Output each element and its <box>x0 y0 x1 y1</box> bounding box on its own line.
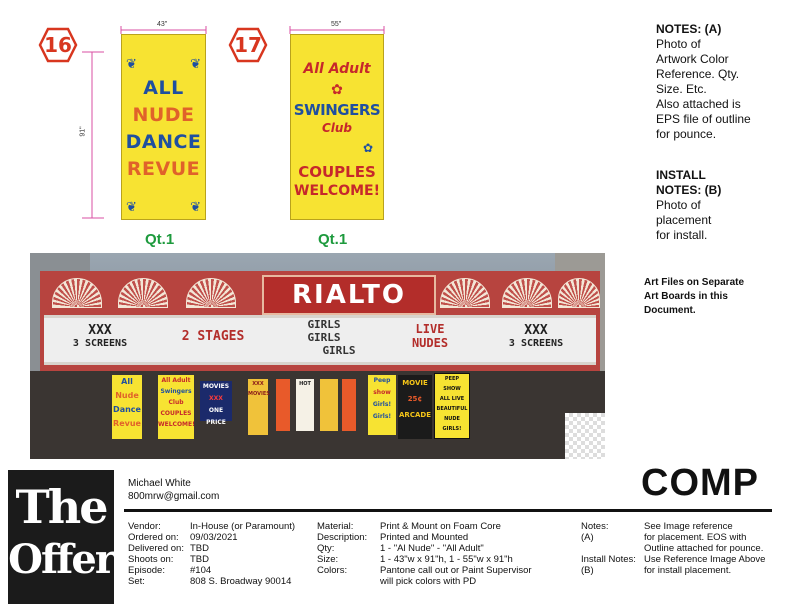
field-label: Episode: <box>128 565 165 576</box>
contact-name: Michael White <box>128 478 191 489</box>
install-notes-line: for install. <box>656 228 708 242</box>
field-label: Set: <box>128 576 145 587</box>
poster-text: HOT <box>299 381 311 387</box>
banner-16-line: ALL <box>143 77 184 99</box>
poster-text: MOVIE <box>402 379 428 387</box>
marquee-panel <box>158 317 268 361</box>
banner-17-line2: SWINGERS <box>293 101 381 119</box>
install-notes-title: INSTALL <box>656 168 706 182</box>
notes-a-line: for pounce. <box>656 127 717 141</box>
field-label: Material: <box>317 521 354 532</box>
field-label: Qty: <box>317 543 335 554</box>
banner-16-line: NUDE <box>132 104 195 126</box>
banner-16-line: REVUE <box>126 158 201 180</box>
field-value: TBD <box>190 543 209 554</box>
field-value: TBD <box>190 554 209 565</box>
banner-17-line4: COUPLES <box>298 163 376 181</box>
marquee-text: 3 SCREENS <box>72 338 128 349</box>
field-label: Ordered on: <box>128 532 179 543</box>
swirl-ornament-icon: ❦ <box>190 200 201 215</box>
poster-text: Swingers <box>160 388 192 395</box>
marquee-text: 2 STAGES <box>181 329 245 344</box>
field-label: Shoots on: <box>128 554 174 565</box>
field-value: Printed and Mounted <box>380 532 469 543</box>
field-label: Description: <box>317 532 368 543</box>
notes-a-line: Reference. Qty. <box>656 67 740 81</box>
logo-line: Offer <box>8 536 114 583</box>
banner-17-line5: WELCOME! <box>294 183 380 199</box>
poster-hot <box>296 379 314 431</box>
install-notes-line: placement <box>656 213 712 227</box>
badge-17-label: 17 <box>234 33 262 57</box>
the-offer-logo <box>8 470 114 604</box>
qty-label-17: Qt.1 <box>318 231 348 248</box>
field-value: will pick colors with PD <box>380 576 477 587</box>
poster-text: Club <box>168 399 184 406</box>
marquee-text: NUDES <box>411 336 449 350</box>
install-notes-line: Photo of <box>656 198 701 212</box>
marquee-panel <box>274 317 374 361</box>
poster-text: All <box>121 377 133 386</box>
notes-a-line: EPS file of outline <box>656 112 751 126</box>
contact-email[interactable]: 800mrw@gmail.com <box>128 491 220 502</box>
poster-peep-show-live <box>434 373 470 439</box>
field-value: for placement. EOS with <box>644 532 747 543</box>
marquee-text: LIVE <box>415 322 445 336</box>
banner-17-artwork <box>290 34 384 220</box>
notes-a-line: Also attached is <box>656 97 741 111</box>
poster-all-nude <box>112 375 142 439</box>
badge-16-label: 16 <box>44 33 72 57</box>
field-value: Use Reference Image Above <box>644 554 766 565</box>
poster-text: ONE PRICE <box>206 407 226 426</box>
col2-values <box>380 521 532 587</box>
marquee-panel <box>380 317 480 361</box>
poster-text: Girls! <box>372 401 392 408</box>
poster-text: Girls! <box>372 413 392 420</box>
notes-a <box>656 22 786 142</box>
notes-a-line: Size. Etc. <box>656 82 707 96</box>
banner-16-line: DANCE <box>125 131 202 153</box>
field-value: Outline attached for pounce. <box>644 543 764 554</box>
col3-labels <box>581 521 636 576</box>
flower-icon: ✿ <box>363 141 374 155</box>
marquee-panel <box>486 317 586 361</box>
marquee-text: 3 SCREENS <box>508 338 564 349</box>
width-label-17: 55" <box>331 21 342 28</box>
poster-text: NUDE <box>444 416 460 422</box>
poster-movies-xxx <box>200 381 232 426</box>
notes-a-line: Photo of <box>656 37 701 51</box>
width-label-16: 43" <box>157 21 168 28</box>
marquee-text: GIRLS <box>307 318 341 331</box>
poster-xxx-movies <box>248 379 268 435</box>
field-label: Install Notes: <box>581 554 636 565</box>
art-files-line: Document. <box>644 305 696 316</box>
field-label: Size: <box>317 554 339 565</box>
poster-text: PEEP <box>444 376 460 382</box>
art-files-line: Art Files on Separate <box>644 277 745 288</box>
notes-a-line: Artwork Color <box>656 52 729 66</box>
col1-values <box>190 521 295 587</box>
art-files-note <box>644 276 774 318</box>
marquee-text: GIRLS <box>322 344 356 357</box>
poster-text: Nude <box>115 391 139 400</box>
flower-icon: ✿ <box>331 82 343 98</box>
field-label: Delivered on: <box>128 543 184 554</box>
field-label: Vendor: <box>128 521 161 532</box>
divider-rule <box>124 509 772 512</box>
comp-title: COMP <box>641 462 759 504</box>
field-value: Print & Mount on Foam Core <box>380 521 501 532</box>
poster-text: ARCADE <box>399 411 431 419</box>
poster-text: show <box>373 389 391 396</box>
poster-swingers <box>158 375 194 439</box>
poster-text: COUPLES <box>160 410 192 417</box>
height-label: 91" <box>79 126 87 137</box>
qty-label-16: Qt.1 <box>145 231 175 248</box>
marquee-text: GIRLS <box>307 331 341 344</box>
poster-text: GIRLS! <box>442 426 462 432</box>
poster-text: Dance <box>113 405 141 414</box>
poster-text: BEAUTIFUL <box>436 406 468 412</box>
marquee-text: XXX <box>524 323 548 338</box>
poster-text: XXX <box>209 395 223 402</box>
install-notes-title: NOTES: (B) <box>656 183 722 197</box>
col3-values <box>644 521 765 576</box>
poster-text: MOVIES <box>202 383 230 390</box>
field-label: Colors: <box>317 565 348 576</box>
banner-17-line1: All Adult <box>303 61 371 77</box>
poster-text: MOVIES <box>248 391 270 397</box>
banner-17-line3: Club <box>321 121 353 135</box>
col2-labels <box>317 521 367 576</box>
poster-text: WELCOME! <box>158 421 195 428</box>
poster-text: Revue <box>113 419 141 428</box>
poster-movie-arcade <box>398 375 432 439</box>
field-value: Pantone call out or Paint Supervisor <box>380 565 532 576</box>
poster-small <box>342 379 356 431</box>
install-notes-b <box>656 168 786 243</box>
swirl-ornament-icon: ❦ <box>126 57 137 72</box>
transparency-checker <box>565 413 605 459</box>
poster-text: Peep <box>373 377 391 384</box>
field-label: Notes: <box>581 521 609 532</box>
field-label: (B) <box>581 565 594 576</box>
field-value: 1 - 43"w x 91"h, 1 - 55"w x 91"h <box>380 554 513 565</box>
field-label <box>581 543 636 554</box>
poster-text: SHOW <box>443 386 461 392</box>
notes-a-title: NOTES: (A) <box>656 22 722 36</box>
poster-small <box>320 379 338 431</box>
marquee-text: XXX <box>88 323 112 338</box>
field-value: #104 <box>190 565 212 576</box>
poster-text: XXX <box>252 381 264 387</box>
poster-text: 25¢ <box>407 395 423 403</box>
marquee-panel <box>50 317 150 361</box>
poster-text: ALL LIVE <box>439 396 465 402</box>
theater-placement-photo <box>30 253 605 459</box>
col1-labels <box>128 521 184 587</box>
field-label: (A) <box>581 532 594 543</box>
logo-line: The <box>15 480 107 534</box>
rialto-sign: RIALTO <box>262 275 436 315</box>
banner-16-artwork <box>121 34 206 220</box>
poster-small <box>276 379 290 431</box>
poster-peep-show <box>368 375 396 435</box>
field-value: for install placement. <box>644 565 732 576</box>
field-value: In-House (or Paramount) <box>190 521 296 532</box>
field-value: See Image reference <box>644 521 733 532</box>
field-value: 09/03/2021 <box>190 532 238 543</box>
swirl-ornament-icon: ❦ <box>190 57 201 72</box>
art-files-line: Art Boards in this <box>644 291 728 302</box>
poster-text: All Adult <box>161 377 191 384</box>
swirl-ornament-icon: ❦ <box>126 200 137 215</box>
field-value: 808 S. Broadway 90014 <box>190 576 292 587</box>
field-value: 1 - "Al Nude" - "All Adult" <box>380 543 484 554</box>
